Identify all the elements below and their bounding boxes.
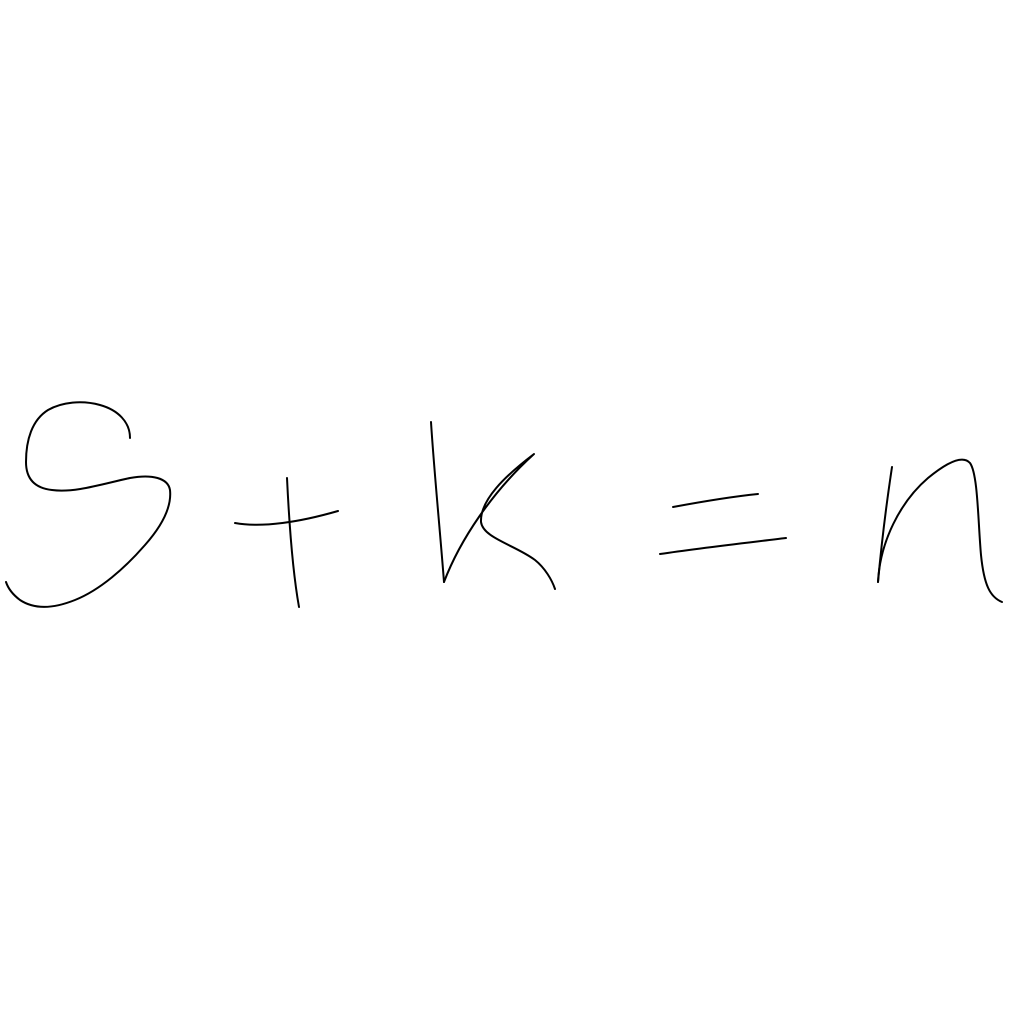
handwritten-symbol-equals (660, 494, 786, 554)
handwritten-symbol-plus (235, 478, 338, 607)
handwritten-symbol-n (878, 460, 1002, 602)
handwritten-symbol-k (431, 422, 555, 589)
handwritten-symbol-s (6, 402, 170, 606)
